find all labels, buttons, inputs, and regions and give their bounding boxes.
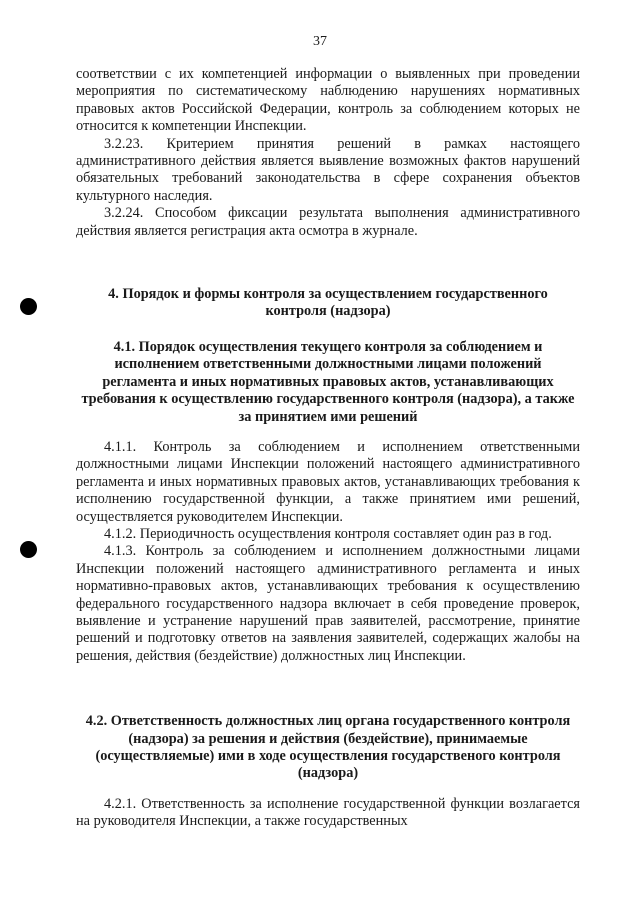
paragraph-4-2-1: 4.2.1. Ответственность за исполнение государственной функции возлагается на руководителя Инспекции, а также государственных xyxy=(76,795,580,830)
paragraph-4-1-3: 4.1.3. Контроль за соблюдением и исполнением должностными лицами Инспекции положений настоящего административного регламента и иных нормативно-правовых актов, устанавливающих требования к осуществлению федерального государственного надзора включает в себя проведение проверок, выявление и устранение нарушений прав заявителей, рассмотрение, принятие решений и подготовку ответов на заявления заявителей, содержащих жалобы на решения, действия (бездействие) должностных лиц Инспекции. xyxy=(76,543,580,664)
paragraph-3-2-23: 3.2.23. Критерием принятия решений в рамках настоящего административного действия является выявление возможных фактов нарушений обязательных требований законодательства в сфере сохранения объектов культурного наследия. xyxy=(76,135,580,204)
paragraph-3-2-24: 3.2.24. Способом фиксации результата выполнения административного действия является регистрация акта осмотра в журнале. xyxy=(76,205,580,239)
paragraph-continuation: соответствии с их компетенцией информации о выявленных при проведении мероприятия по систематическому наблюдению нарушениях нормативных правовых актов Российской Федерации, контроль за соблюдением которых не относится к компетенции Инспекции. xyxy=(76,66,580,135)
paragraph-4-1-2: 4.1.2. Периодичность осуществления контроля составляет один раз в год. xyxy=(104,525,552,542)
document-body xyxy=(76,66,580,831)
paragraph-4-1-1: 4.1.1. Контроль за соблюдением и исполнением ответственными должностными лицами Инспекции положений настоящего административного регламента и иных нормативных правовых актов, устанавливающих требования к исполнению государственной функции, а также принятием ими решений, осуществляется руководителем Инспекции. xyxy=(76,438,580,525)
punch-hole-mark xyxy=(20,541,37,558)
section-heading-4-1: 4.1. Порядок осуществления текущего контроля за соблюдением и исполнением ответственными должностными лицами положений регламента и иных нормативных правовых актов, устанавливающих требования к осуществлению государственного контроля (надзора), а также за принятием ими решений xyxy=(81,338,575,425)
page-number: 37 xyxy=(313,34,327,49)
punch-hole-mark xyxy=(20,298,37,315)
section-heading-4: 4. Порядок и формы контроля за осуществлением государственного контроля (надзора) xyxy=(108,286,548,320)
section-heading-4-2: 4.2. Ответственность должностных лиц органа государственного контроля (надзора) за решения и действия (бездействие), принимаемые (осуществляемые) ими в ходе осуществления государственого контроля (надзора) xyxy=(85,713,571,782)
